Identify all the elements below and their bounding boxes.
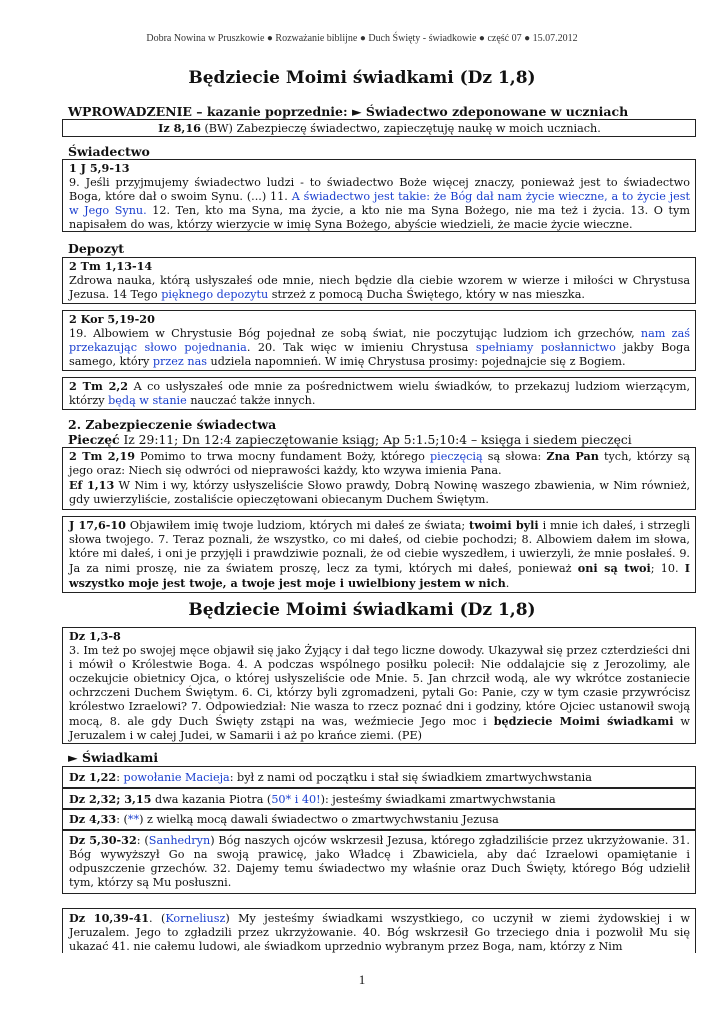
swiadkami-heading: ► Świadkami bbox=[68, 750, 159, 765]
dz232-ref: Dz 2,32; 3,15 bbox=[69, 792, 152, 806]
dz122-text: : bbox=[116, 771, 124, 784]
pieczec-text: Iz 29:11; Dn 12:4 zapieczętowanie ksiąg; Ap 5:1.5;10:4 – księga i siedem pieczęci bbox=[119, 433, 632, 447]
dz122-highlight: powołanie Macieja bbox=[123, 771, 230, 784]
jan-bold-1: twoimi byli bbox=[469, 518, 539, 532]
tm219-bold: Zna Pan bbox=[546, 449, 599, 463]
kor-highlight-3: przez nas bbox=[152, 355, 207, 368]
depozyt-text: Zdrowa nauka, którą usłyszałeś ode mnie, niech będzie dla ciebie wzorem w wierze i miłości w Chrystusa Jezusa. 14 Tego bbox=[69, 274, 690, 301]
tm219-ref: 2 Tm 2,19 bbox=[69, 449, 136, 463]
kor-ref: 2 Kor 5,19-20 bbox=[69, 312, 155, 326]
jan-bold-3: I wszystko moje jest twoje, a twoje jest moje i uwielbiony jestem w nich bbox=[69, 561, 690, 590]
dz232-text-2: ): jesteśmy świadkami zmartwychwstania bbox=[320, 793, 556, 806]
dz13-bold: będziecie Moimi świadkami bbox=[493, 714, 674, 728]
dz232-box bbox=[62, 788, 696, 810]
dz13-text: 3. Im też po swojej męce objawił się jako Żyjący i dał tego liczne dowody. Ukazywał się przez czterdzieści dni i mówił o Królestwie Boga. 4. A podczas wspólnego posiłku polecił: Nie oddalajcie się z Jerozolimy, ale oczekujcie obietnicy Ojca, o której usłyszeliście ode Mnie. 5. Jan chrzcił wodą, ale wy wkrótce zostaniecie ochrzczeni Duchem Świętym. 6. Ci, którzy byli zgromadzeni, pytali Go: Panie, czy w tym czasie przywrócisz królestwo Izraelowi? 7. Odpowiedział: Nie wasza to rzecz poznać dni i godziny, które Ojciec ustanowił swoją mocą, 8. ale gdy Duch Święty zstąpi na was, weźmiecie Jego moc i bbox=[69, 644, 690, 728]
jan-bold-2: oni są twoi bbox=[577, 561, 651, 575]
dz433-text: : ( bbox=[116, 813, 128, 826]
dz433-ref: Dz 4,33 bbox=[69, 812, 117, 826]
intro-ref: Iz 8,16 bbox=[158, 121, 201, 135]
swiadectwo-box bbox=[62, 159, 696, 232]
dz122-text-2: : był z nami od początku i stał się świadkiem zmartwychwstania bbox=[229, 771, 592, 784]
dz530-ref: Dz 5,30-32 bbox=[69, 833, 137, 847]
dz433-text-2: ) z wielką mocą dawali świadectwo o zmartwychwstaniu Jezusa bbox=[139, 813, 499, 826]
kor-text-3: jakby Boga samego, który bbox=[69, 341, 691, 368]
pieczec-label: Pieczęć bbox=[68, 432, 120, 447]
dz530-text-2: ) Bóg naszych ojców wskrzesił Jezusa, którego zgładziliście przez ukrzyżowanie. 31. Bóg wywyższył Go na swoją prawicę, jako Władcę i Zbawiciela, aby dać Izraelowi opamiętanie i odpuszczenie grzechów. 32. Dajemy temu świadectwo my właśnie oraz Duch Święty, którego Bóg udzielił tym, którzy są Mu posłuszni. bbox=[69, 834, 690, 889]
swiadectwo-ref: 1 J 5,9-13 bbox=[69, 161, 130, 175]
ef113-ref: Ef 1,13 bbox=[69, 478, 115, 492]
swiadectwo-text: 9. Jeśli przyjmujemy świadectwo ludzi - to świadectwo Boże więcej znaczy, ponieważ jest to świadectwo Boga, które dał o swoim Synu. (...) 11. bbox=[69, 176, 690, 203]
jan-box bbox=[62, 516, 696, 593]
dz1039-text: . ( bbox=[149, 912, 166, 925]
dz122-ref: Dz 1,22 bbox=[69, 770, 117, 784]
intro-box bbox=[62, 119, 696, 137]
dz1039-box bbox=[62, 908, 696, 953]
depozyt-ref: 2 Tm 1,13-14 bbox=[69, 259, 153, 273]
jan-text: Objawiłem imię twoje ludziom, których mi dałeś ze świata; bbox=[125, 519, 470, 532]
intro-heading: WPROWADZENIE – kazanie poprzednie: ► Świadectwo zdeponowane w uczniach bbox=[68, 104, 629, 119]
dz433-highlight: ** bbox=[127, 813, 140, 826]
tm219-highlight: pieczęcią bbox=[429, 450, 483, 463]
depozyt-text-2: strzeż z pomocą Ducha Świętego, który w nas mieszka. bbox=[268, 288, 585, 301]
dz530-box bbox=[62, 830, 696, 894]
zabezpieczenie-box bbox=[62, 447, 696, 510]
dz232-text: dwa kazania Piotra ( bbox=[151, 793, 272, 806]
page-number: 1 bbox=[358, 972, 366, 987]
swiadectwo-highlight: A świadectwo jest takie: że Bóg dał nam życie wieczne, a to życie jest w Jego Synu. bbox=[69, 190, 690, 217]
tm22-highlight: będą w stanie bbox=[108, 394, 187, 407]
depozyt-box bbox=[62, 257, 696, 304]
kor-box bbox=[62, 310, 696, 371]
tm22-text-2: nauczać także innych. bbox=[186, 394, 316, 407]
jan-text-3: ; 10. bbox=[650, 562, 685, 575]
kor-text-4: udziela napomnień. W imię Chrystusa prosimy: pojednajcie się z Bogiem. bbox=[206, 355, 626, 368]
jan-ref: J 17,6-10 bbox=[69, 518, 126, 532]
dz13-box bbox=[62, 627, 696, 744]
dz530-text: : ( bbox=[136, 834, 149, 847]
tm219-text-2: są słowa: bbox=[482, 450, 547, 463]
swiadectwo-text-2: 12. Ten, kto ma Syna, ma życie, a kto nie ma Syna Bożego, nie ma też i życia. 13. O tym napisałem do was, którzy wierzycie w imię Syna Bożego, abyście wiedzieli, że macie życie wieczne. bbox=[69, 204, 690, 231]
dz1039-text-2: ) My jesteśmy świadkami wszystkiego, co uczynił w ziemi żydowskiej i w Jeruzalem. Jego to zgładzili przez ukrzyżowanie. 40. Bóg wskrzesił Go trzeciego dnia i pozwolił Mu się ukazać 41. nie całemu ludowi, ale świadkom uprzednio wybranym przez Boga, nam, którzy z Nim bbox=[69, 912, 691, 953]
tm22-ref: 2 Tm 2,2 bbox=[69, 379, 129, 393]
dz122-box bbox=[62, 766, 696, 788]
ef113-text: W Nim i wy, którzy usłyszeliście Słowo prawdy, Dobrą Nowinę waszego zbawienia, w Nim również, gdy uwierzyliście, zostaliście opieczętowani obiecanym Duchem Świętym. bbox=[69, 479, 691, 506]
kor-text-2: . 20. Tak więc w imieniu Chrystusa bbox=[246, 341, 476, 354]
section-title-2: Będziecie Moimi świadkami (Dz 1,8) bbox=[188, 600, 536, 620]
zabezpieczenie-heading: 2. Zabezpieczenie świadectwa bbox=[68, 417, 277, 432]
kor-highlight-2: spełniamy posłannictwo bbox=[475, 341, 616, 354]
dz232-highlight: 50* i 40! bbox=[271, 793, 321, 806]
depozyt-highlight: pięknego depozytu bbox=[161, 288, 269, 301]
jan-text-4: . bbox=[505, 577, 510, 590]
dz1039-highlight: Korneliusz bbox=[165, 912, 226, 925]
intro-text: (BW) Zabezpieczę świadectwo, zapieczętuję naukę w moich uczniach. bbox=[200, 122, 601, 135]
dz13-text-2: w Jeruzalem i w całej Judei, w Samarii i aż po krańce ziemi. (PE) bbox=[69, 715, 691, 742]
jan-text-2: i mnie ich dałeś, i strzegli słowa twojego. 7. Teraz poznali, że wszystko, co mi dałeś, od ciebie pochodzi; 8. Albowiem dałem im słowa, które mi dałeś, i oni je przyjęli i prawdziwie poznali, że od ciebie wyszedłem, i uwierzyli, że mnie posłałeś. 9. Ja za nimi proszę, nie za światem proszę, lecz za tymi, których mi dałeś, ponieważ bbox=[69, 519, 690, 575]
dz433-box bbox=[62, 808, 696, 830]
tm219-text-3: tych, którzy są jego oraz: Niech się odwróci od nieprawości każdy, kto wzywa imienia Pana. bbox=[69, 450, 690, 477]
tm219-text: Pomimo to trwa mocny fundament Boży, którego bbox=[135, 450, 430, 463]
tm22-box bbox=[62, 377, 696, 410]
running-header: Dobra Nowina w Pruszkowie ● Rozważanie biblijne ● Duch Święty - świadkowie ● część 07 ● 15.07.2012 bbox=[146, 33, 578, 44]
depozyt-heading: Depozyt bbox=[68, 241, 125, 256]
dz13-ref: Dz 1,3-8 bbox=[69, 629, 121, 643]
kor-highlight-1: nam zaś przekazując słowo pojednania bbox=[69, 327, 690, 354]
kor-text: 19. Albowiem w Chrystusie Bóg pojednał ze sobą świat, nie poczytując ludziom ich grzechów, bbox=[69, 327, 641, 340]
dz1039-ref: Dz 10,39-41 bbox=[69, 911, 150, 925]
dz530-highlight: Sanhedryn bbox=[148, 834, 211, 847]
page-title: Będziecie Moimi świadkami (Dz 1,8) bbox=[188, 68, 536, 88]
swiadectwo-heading: Świadectwo bbox=[68, 144, 150, 159]
pieczec-line bbox=[68, 432, 632, 447]
tm22-text: A co usłyszałeś ode mnie za pośrednictwem wielu świadków, to przekazuj ludziom wierzącym, którzy bbox=[69, 380, 690, 407]
